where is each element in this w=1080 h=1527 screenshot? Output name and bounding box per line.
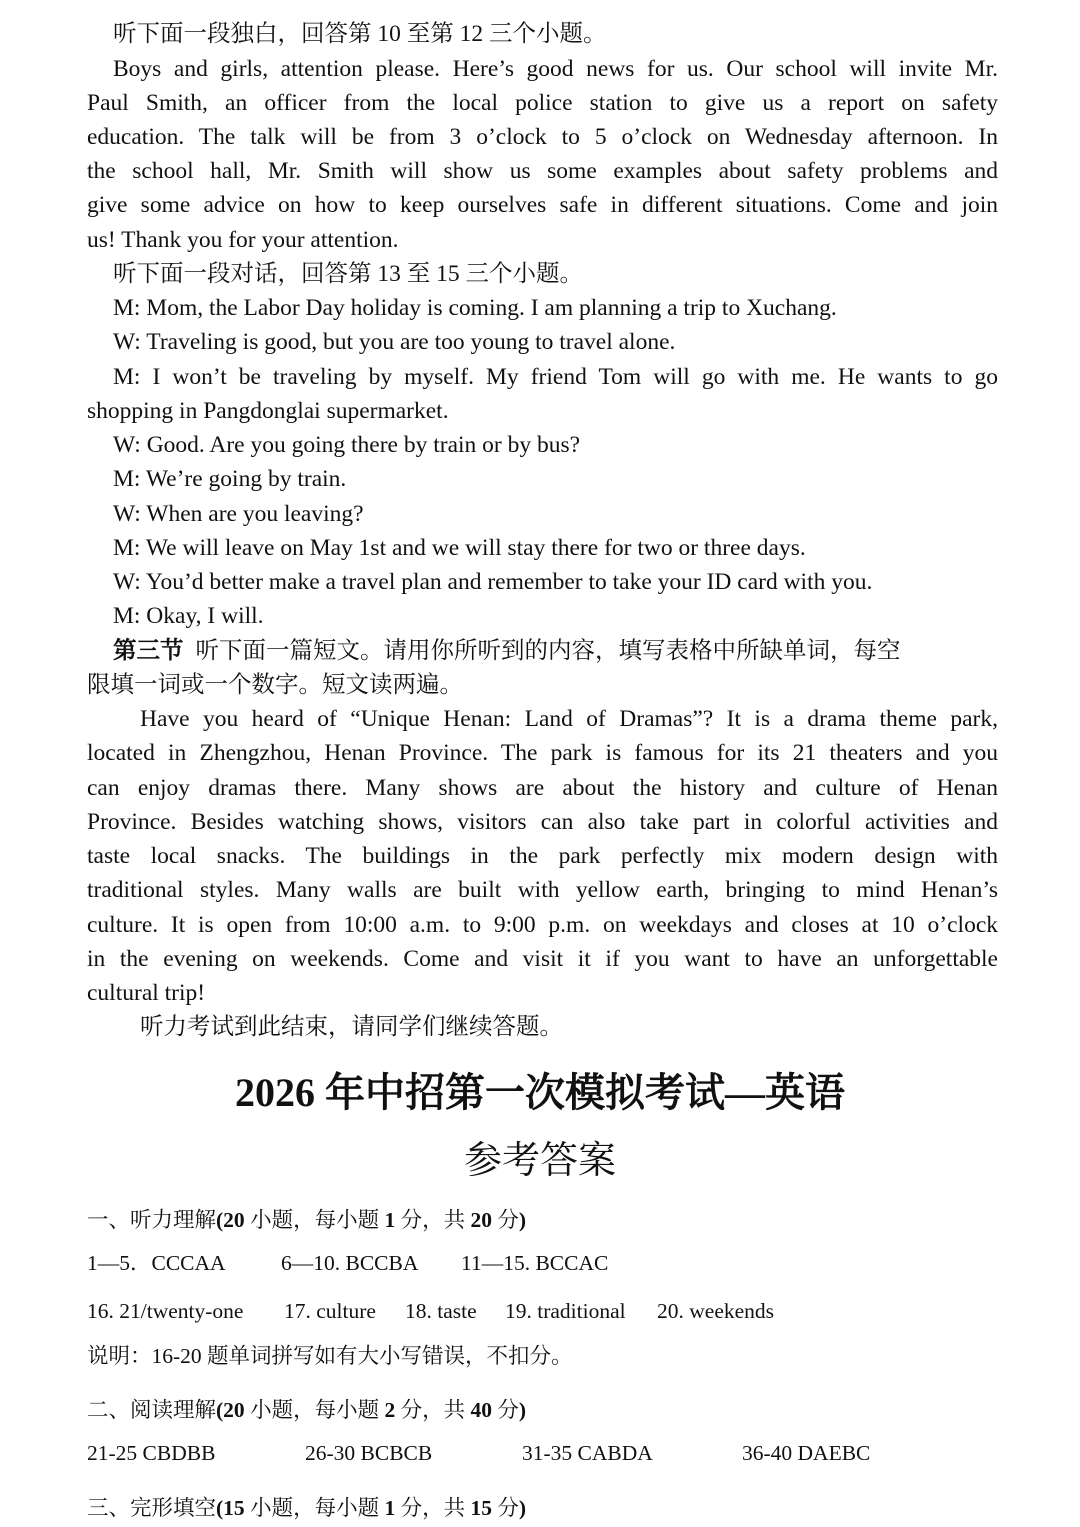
dialogue-line: M: I won’t be traveling by myself. My friend Tom will go with me. He wants to go	[113, 364, 998, 390]
listening-intro-monologue: 听下面一段独白，回答第 10 至第 12 三个小题。	[113, 21, 607, 47]
exam-title: 2026 年中招第一次模拟考试—英语	[235, 1070, 845, 1115]
section-3-label: 第三节	[113, 638, 184, 664]
listening-intro-dialogue: 听下面一段对话，回答第 13 至 15 三个小题。	[113, 261, 583, 287]
dialogue-line: W: Good. Are you going there by train or by bus?	[113, 432, 581, 458]
part-1-header-text: 一、听力理解(20 小题，每小题 1 分，共 20 分)	[87, 1208, 527, 1232]
monologue-line: education. The talk will be from 3 o’clock to 5 o’clock on Wednesday afternoon. In	[87, 124, 998, 150]
monologue-line: us! Thank you for your attention.	[87, 227, 399, 253]
answer-group: 26-30 BCBCB	[305, 1441, 433, 1465]
passage-line: Province. Besides watching shows, visitors can also take part in colorful activities and	[87, 809, 998, 835]
dialogue-line: W: When are you leaving?	[113, 501, 364, 527]
answer-item: 20. weekends	[657, 1299, 775, 1323]
part-3-header: 三、完形填空(15 小题，每小题 1 分，共 15 分)	[87, 1496, 527, 1520]
answer-item: 17. culture	[284, 1299, 376, 1323]
section-3-instructions	[113, 634, 998, 668]
passage-line: taste local snacks. The buildings in the park perfectly mix modern design with	[87, 843, 998, 869]
passage-line: Have you heard of “Unique Henan: Land of Dramas”? It is a drama theme park,	[140, 706, 998, 732]
dialogue-line: W: Traveling is good, but you are too young to travel alone.	[113, 329, 676, 355]
part-2-header: 二、阅读理解(20 小题，每小题 2 分，共 40 分)	[87, 1398, 527, 1422]
dialogue-line: M: We will leave on May 1st and we will stay there for two or three days.	[113, 535, 806, 561]
answer-item: 18. taste	[405, 1299, 477, 1323]
dialogue-line: M: Mom, the Labor Day holiday is coming. I am planning a trip to Xuchang.	[113, 295, 837, 321]
monologue-line: give some advice on how to keep ourselves safe in different situations. Come and join	[87, 192, 998, 218]
answer-group: 21-25 CBDBB	[87, 1441, 216, 1465]
dialogue-line: M: We’re going by train.	[113, 466, 347, 492]
monologue-line: Paul Smith, an officer from the local police station to give us a report on safety	[87, 90, 998, 116]
passage-line: traditional styles. Many walls are built with yellow earth, bringing to mind Henan’s	[87, 877, 998, 903]
dialogue-line: shopping in Pangdonglai supermarket.	[87, 398, 449, 424]
part-1-header	[87, 1205, 526, 1235]
answer-group: 1—5．CCCAA	[87, 1251, 226, 1275]
answer-group: 31-35 CABDA	[522, 1441, 653, 1465]
dialogue-line: W: You’d better make a travel plan and remember to take your ID card with you.	[113, 569, 873, 595]
answer-group: 11—15. BCCAC	[461, 1251, 609, 1275]
passage-line: can enjoy dramas there. Many shows are about the history and culture of Henan	[87, 775, 998, 801]
answer-group: 6—10. BCCBA	[281, 1251, 419, 1275]
monologue-line: the school hall, Mr. Smith will show us some examples about safety problems and	[87, 158, 998, 184]
passage-line: cultural trip!	[87, 980, 206, 1006]
listening-end-note: 听力考试到此结束，请同学们继续答题。	[140, 1014, 563, 1040]
part-1-note: 说明：16-20 题单词拼写如有大小写错误，不扣分。	[87, 1344, 573, 1368]
section-3-text: 听下面一篇短文。请用你所听到的内容，填写表格中所缺单词，每空	[195, 638, 901, 664]
monologue-line: Boys and girls, attention please. Here’s good news for us. Our school will invite Mr.	[113, 56, 998, 82]
passage-line: culture. It is open from 10:00 a.m. to 9:00 p.m. on weekdays and closes at 10 o’clock	[87, 912, 998, 938]
section-3-instructions-cont: 限填一词或一个数字。短文读两遍。	[87, 672, 463, 698]
answer-group: 36-40 DAEBC	[742, 1441, 871, 1465]
answer-item: 16. 21/twenty-one	[87, 1299, 244, 1323]
dialogue-line: M: Okay, I will.	[113, 603, 264, 629]
answer-title: 参考答案	[463, 1140, 616, 1182]
answer-item: 19. traditional	[505, 1299, 626, 1323]
passage-line: located in Zhengzhou, Henan Province. The park is famous for its 21 theaters and you	[87, 740, 998, 766]
passage-line: in the evening on weekends. Come and visit it if you want to have an unforgettable	[87, 946, 998, 972]
